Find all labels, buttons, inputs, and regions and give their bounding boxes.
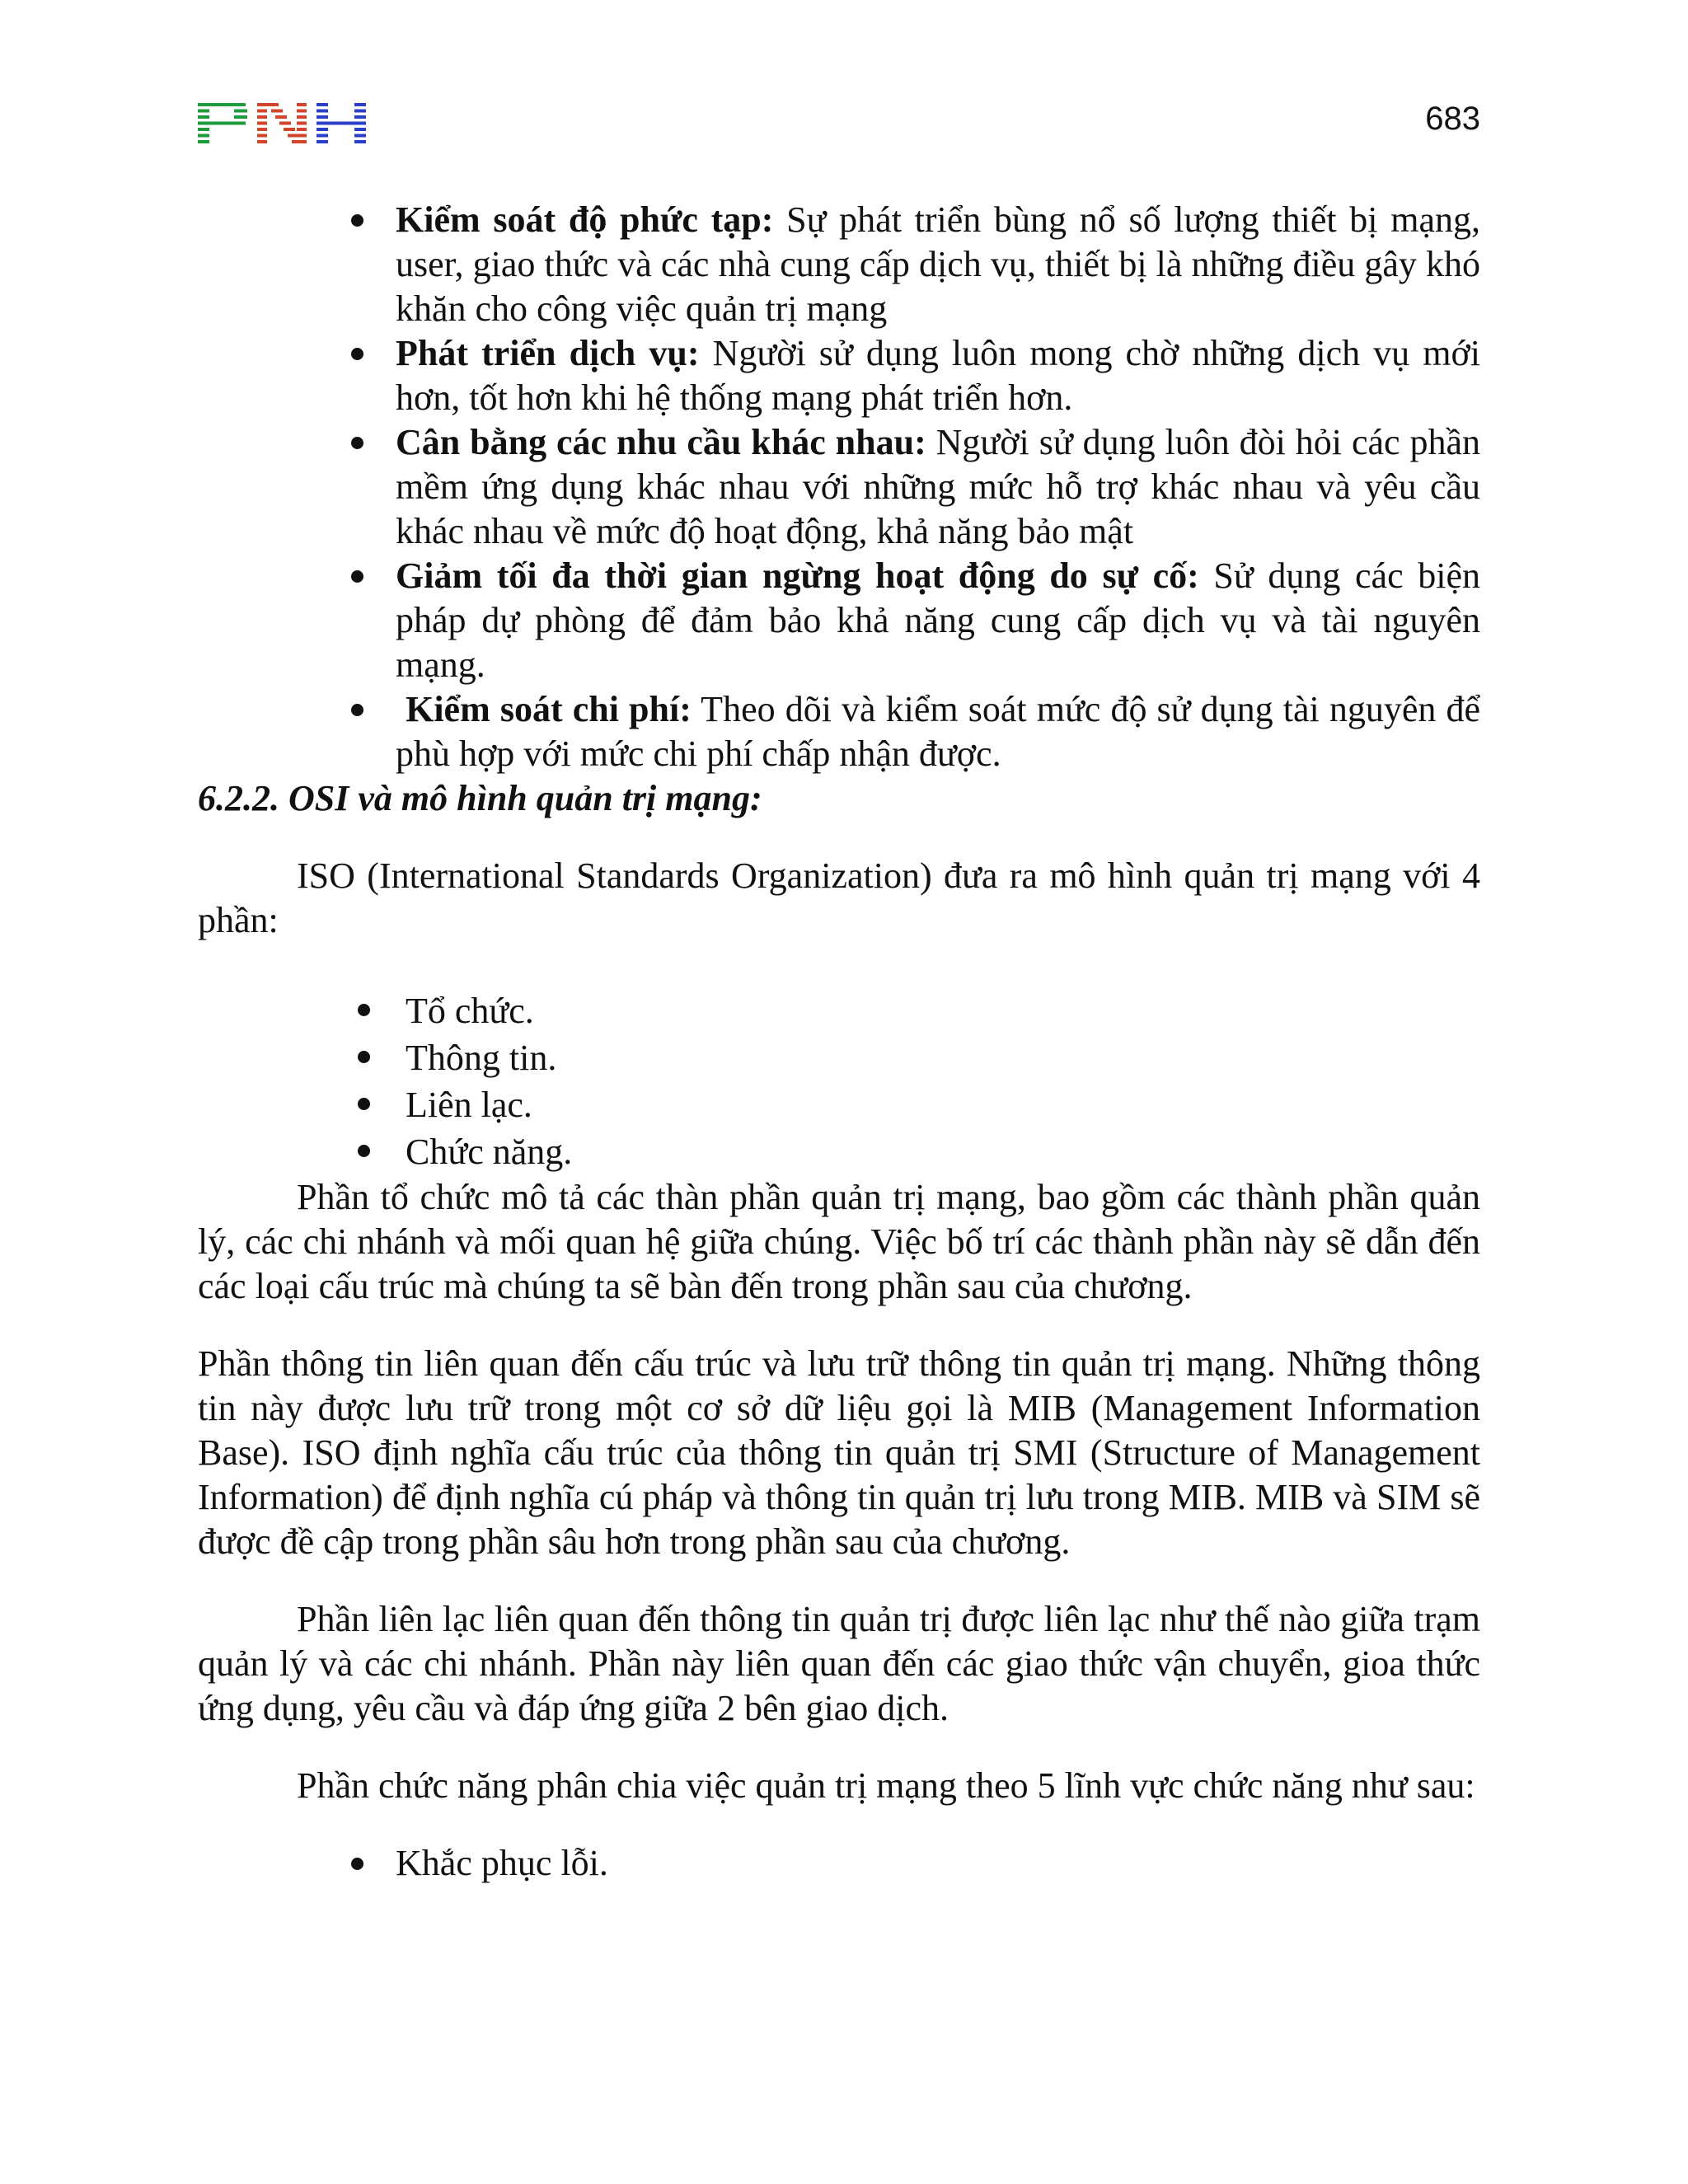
page-number: 683	[1425, 101, 1480, 137]
list-item-term: Cân bằng các nhu cầu khác nhau:	[396, 422, 926, 462]
logo-letter-n	[257, 103, 307, 143]
organization-paragraph: Phần tổ chức mô tả các thàn phần quản trị mạng, bao gồm các thành phần quản lý, các chi nhánh và mối quan hệ giữa chúng. Việc bố trí các thành phần này sẽ dẫn đến các loại cấu trúc mà chúng ta sẽ bàn đến trong phần sau của chương.	[198, 1177, 1480, 1306]
list-item	[198, 554, 1480, 687]
logo-letter-p	[198, 103, 247, 143]
list-item	[198, 687, 1480, 776]
list-item: Liên lạc.	[198, 1081, 1480, 1128]
list-item	[198, 198, 1480, 331]
list-item	[198, 420, 1480, 554]
list-item-text: Sử dụng các biện pháp dự phòng để đảm bảo khả năng cung cấp dịch vụ và tài nguyên mạng.	[396, 555, 1480, 685]
intro-paragraph: ISO (International Standards Organization) đưa ra mô hình quản trị mạng với 4 phần:	[198, 855, 1480, 940]
list-item-text: Sự phát triển bùng nổ số lượng thiết bị mạng, user, giao thức và các nhà cung cấp dịch vụ, thiết bị là những điều gây khó khăn cho công việc quản trị mạng	[396, 199, 1480, 329]
list-item-term: Giảm tối đa thời gian ngừng hoạt động do sự cố:	[396, 555, 1199, 596]
challenges-list	[198, 198, 1480, 776]
communication-paragraph: Phần liên lạc liên quan đến thông tin quản trị được liên lạc như thế nào giữa trạm quản lý và các chi nhánh. Phần này liên quan đến các giao thức vận chuyển, gioa thức ứng dụng, yêu cầu và đáp ứng giữa 2 bên giao dịch.	[198, 1599, 1480, 1728]
list-item-text: Theo dõi và kiểm soát mức độ sử dụng tài nguyên để phù hợp với mức chi phí chấp nhận được.	[396, 689, 1480, 774]
list-item: Khắc phục lỗi.	[198, 1841, 1480, 1886]
pnh-logo	[198, 101, 367, 146]
list-item-term: Phát triển dịch vụ:	[396, 333, 700, 373]
function-paragraph: Phần chức năng phân chia việc quản trị mạng theo 5 lĩnh vực chức năng như sau:	[297, 1765, 1475, 1806]
list-item-term: Kiểm soát độ phức tạp:	[396, 199, 774, 240]
section-heading: 6.2.2. OSI và mô hình quản trị mạng:	[198, 778, 762, 818]
information-paragraph: Phần thông tin liên quan đến cấu trúc và lưu trữ thông tin quản trị mạng. Những thông tin này được lưu trữ trong một cơ sở dữ liệu gọi là MIB (Management Information Base). ISO định nghĩa cấu trúc của thông tin quản trị SMI (Structure of Management Information) để định nghĩa cú pháp và thông tin quản trị lưu trong MIB. MIB và SIM sẽ được đề cập trong phần sâu hơn trong phần sau của chương.	[198, 1343, 1480, 1562]
list-item: Thông tin.	[198, 1034, 1480, 1081]
page-content	[198, 198, 1480, 1886]
list-item	[198, 331, 1480, 420]
logo-letter-h	[316, 103, 366, 143]
list-item: Chức năng.	[198, 1128, 1480, 1175]
list-item-text: Người sử dụng luôn đòi hỏi các phần mềm ứng dụng khác nhau với những mức hỗ trợ khác nhau và yêu cầu khác nhau về mức độ hoạt động, khả năng bảo mật	[396, 422, 1480, 551]
list-item: Tổ chức.	[198, 987, 1480, 1034]
list-item-text: Người sử dụng luôn mong chờ những dịch vụ mới hơn, tốt hơn khi hệ thống mạng phát triển hơn.	[396, 333, 1480, 418]
model-parts-list	[198, 987, 1480, 1175]
list-item-term: Kiểm soát chi phí:	[396, 689, 692, 729]
functions-list	[198, 1841, 1480, 1886]
